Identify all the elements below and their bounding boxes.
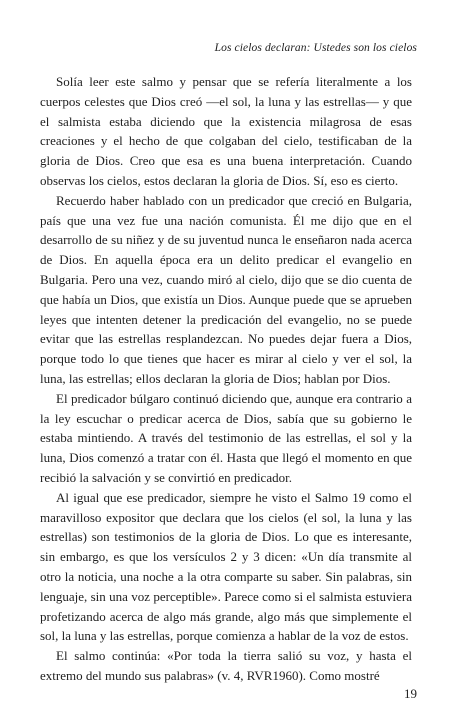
paragraph: Solía leer este salmo y pensar que se refería literalmente a los cuerpos celestes que Dios creó —el sol, la luna y las estrellas— y que el salmista estaba diciendo que la existencia milagrosa de esas creaciones y el hecho de que colgaban del cielo, testificaban de la gloria de Dios. Creo que esa es una buena interpretación. Cuando observas los cielos, estos declaran la gloria de Dios. Sí, eso es cierto.: [40, 74, 412, 188]
paragraph: El predicador búlgaro continuó diciendo que, aunque era contrario a la ley escuchar o predicar acerca de Dios, sabía que su gobierno le estaba mintiendo. A través del testimonio de las estrellas, el sol y la luna, Dios comenzó a tratar con él. Hasta que llegó el momento en que recibió la salvación y se convirtió en predicador.: [40, 390, 412, 485]
paragraph: El salmo continúa: «Por toda la tierra salió su voz, y hasta el extremo del mundo sus palabras» (v. 4, RVR1960). Como mostré: [40, 648, 412, 683]
paragraph: Recuerdo haber hablado con un predicador que creció en Bulgaria, país que una vez fue una nación comunista. Él me dijo que en el desarrollo de su niñez y de su juventud nunca le enseñaron nada acerca de Dios. En aquella época era un delito predicar el evangelio en Bulgaria. Pero una vez, cuando miró al cielo, dijo que se dio cuenta de que había un Dios, que existía un Dios. Aunque puede que se aprueben leyes que intenten detener la predicación del evangelio, no se puede evitar que las estrellas resplandezcan. No puedes dejar fuera a Dios, porque todo lo que tienes que hacer es mirar al cielo y ver el sol, la luna, las estrellas; ellos declaran la gloria de Dios; hablan por Dios.: [40, 192, 412, 386]
page-number: 19: [404, 686, 417, 701]
paragraph: Al igual que ese predicador, siempre he visto el Salmo 19 como el maravilloso expositor que declara que los cielos (el sol, la luna y las estrellas) son testimonios de la gloria de Dios. Lo que es interesante, sin embargo, es que los versículos 2 y 3 dicen: «Un día transmite al otro la noticia, una noche a la otra comparte su saber. Sin palabras, sin lenguaje, sin una voz perceptible». Parece como si el salmista estuviera profetizando acerca de algo más grande, algo más que simplemente el sol, la luna y las estrellas, porque comienza a hablar de la voz de estos.: [40, 489, 412, 644]
running-header: Los cielos declaran: Ustedes son los cielos: [214, 42, 417, 54]
body-text: [40, 72, 412, 686]
